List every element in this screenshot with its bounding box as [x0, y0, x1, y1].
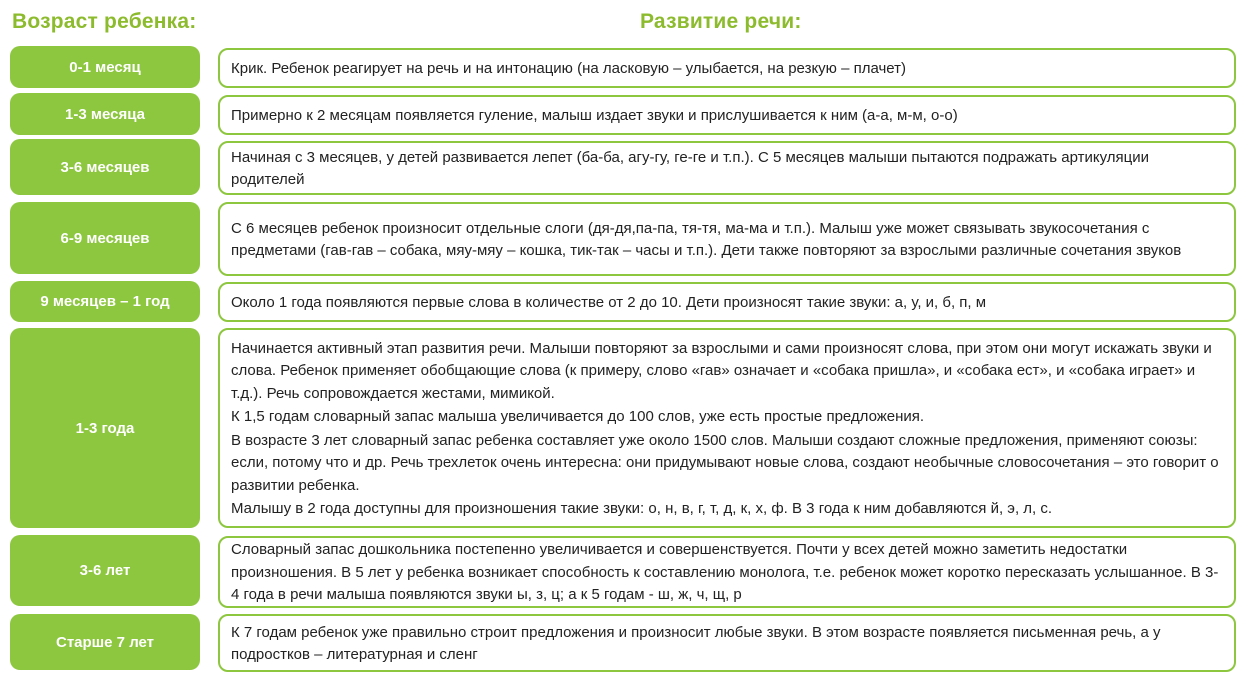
description-text: Крик. Ребенок реагирует на речь и на интонацию (на ласковую – улыбается, на резкую – плачет) [231, 59, 907, 77]
age-column-header: Возраст ребенка: [12, 10, 197, 33]
description-paragraph: К 1,5 годам словарный запас малыша увеличивается до 100 слов, уже есть простые предложения. [231, 408, 925, 425]
description-text: С 6 месяцев ребенок произносит отдельные слоги (дя-дя,па-па, тя-тя, ма-ма и т.п.). Малыш уже может связывать звукосочетания с предметами (гав-гав – собака, мяу-мяу – кошка, тик-так – часы и т.п.). Дети также повторяют за взрослыми различные сочетания звуков [231, 219, 1182, 259]
description-text: Около 1 года появляются первые слова в количестве от 2 до 10. Дети произносят такие звуки: а, у, и, б, п, м [231, 293, 987, 311]
description-text: Начиная с 3 месяцев, у детей развивается лепет (ба-ба, агу-гу, ге-ге и т.п.). С 5 месяцев малыши пытаются подражать артикуляции родителей [231, 148, 1149, 188]
speech-description [218, 202, 1236, 276]
speech-description [218, 614, 1236, 672]
speech-description [218, 48, 1236, 88]
speech-column-header: Развитие речи: [640, 10, 802, 33]
speech-description [218, 536, 1236, 608]
age-label: 3-6 месяцев [10, 139, 200, 195]
age-label: 1-3 года [10, 328, 200, 528]
age-label: 1-3 месяца [10, 93, 200, 135]
speech-description [218, 141, 1236, 195]
age-label: 9 месяцев – 1 год [10, 281, 200, 322]
speech-description [218, 95, 1236, 135]
description-text: Словарный запас дошкольника постепенно увеличивается и совершенствуется. Почти у всех детей можно заметить недостатки произношения. В 5 лет у ребенка возникает способность к составлению монолога, т.е. ребенок может коротко пересказать услышанное. В 3-4 года в речи малыша появляются звуки ы, з, ц; а к 5 годам - ш, ж, ч, щ, р [231, 541, 1219, 604]
description-text: Примерно к 2 месяцам появляется гуление, малыш издает звуки и прислушивается к ним (а-а, м-м, о-о) [231, 106, 958, 124]
description-text: К 7 годам ребенок уже правильно строит предложения и произносит любые звуки. В этом возрасте появляется письменная речь, а у подростков – литературная и сленг [231, 623, 1161, 663]
description-paragraph: В возрасте 3 лет словарный запас ребенка составляет уже около 1500 слов. Малыши создают сложные предложения, применяют союзы: если, потому что и др. Речь трехлеток очень интересна: они придумывают новые слова, создают необычные словосочетания – это говорит о развитии ребенка. [231, 431, 1219, 494]
speech-description [218, 282, 1236, 322]
age-label: 6-9 месяцев [10, 202, 200, 274]
description-paragraph: Малышу в 2 года доступны для произношения такие звуки: о, н, в, г, т, д, к, х, ф. В 3 года к ним добавляются й, э, л, с. [231, 500, 1053, 517]
age-label: Старше 7 лет [10, 614, 200, 670]
speech-description [218, 328, 1236, 528]
age-label: 0-1 месяц [10, 46, 200, 88]
age-label: 3-6 лет [10, 535, 200, 606]
description-paragraph: Начинается активный этап развития речи. Малыши повторяют за взрослыми и сами произносят слова, при этом они могут искажать звуки и слова. Ребенок применяет обобщающие слова (к примеру, слово «гав» означает и «собака пришла», и «собака ест», и «собака играет» и т.д.). Речь сопровождается жестами, мимикой. [231, 339, 1212, 402]
